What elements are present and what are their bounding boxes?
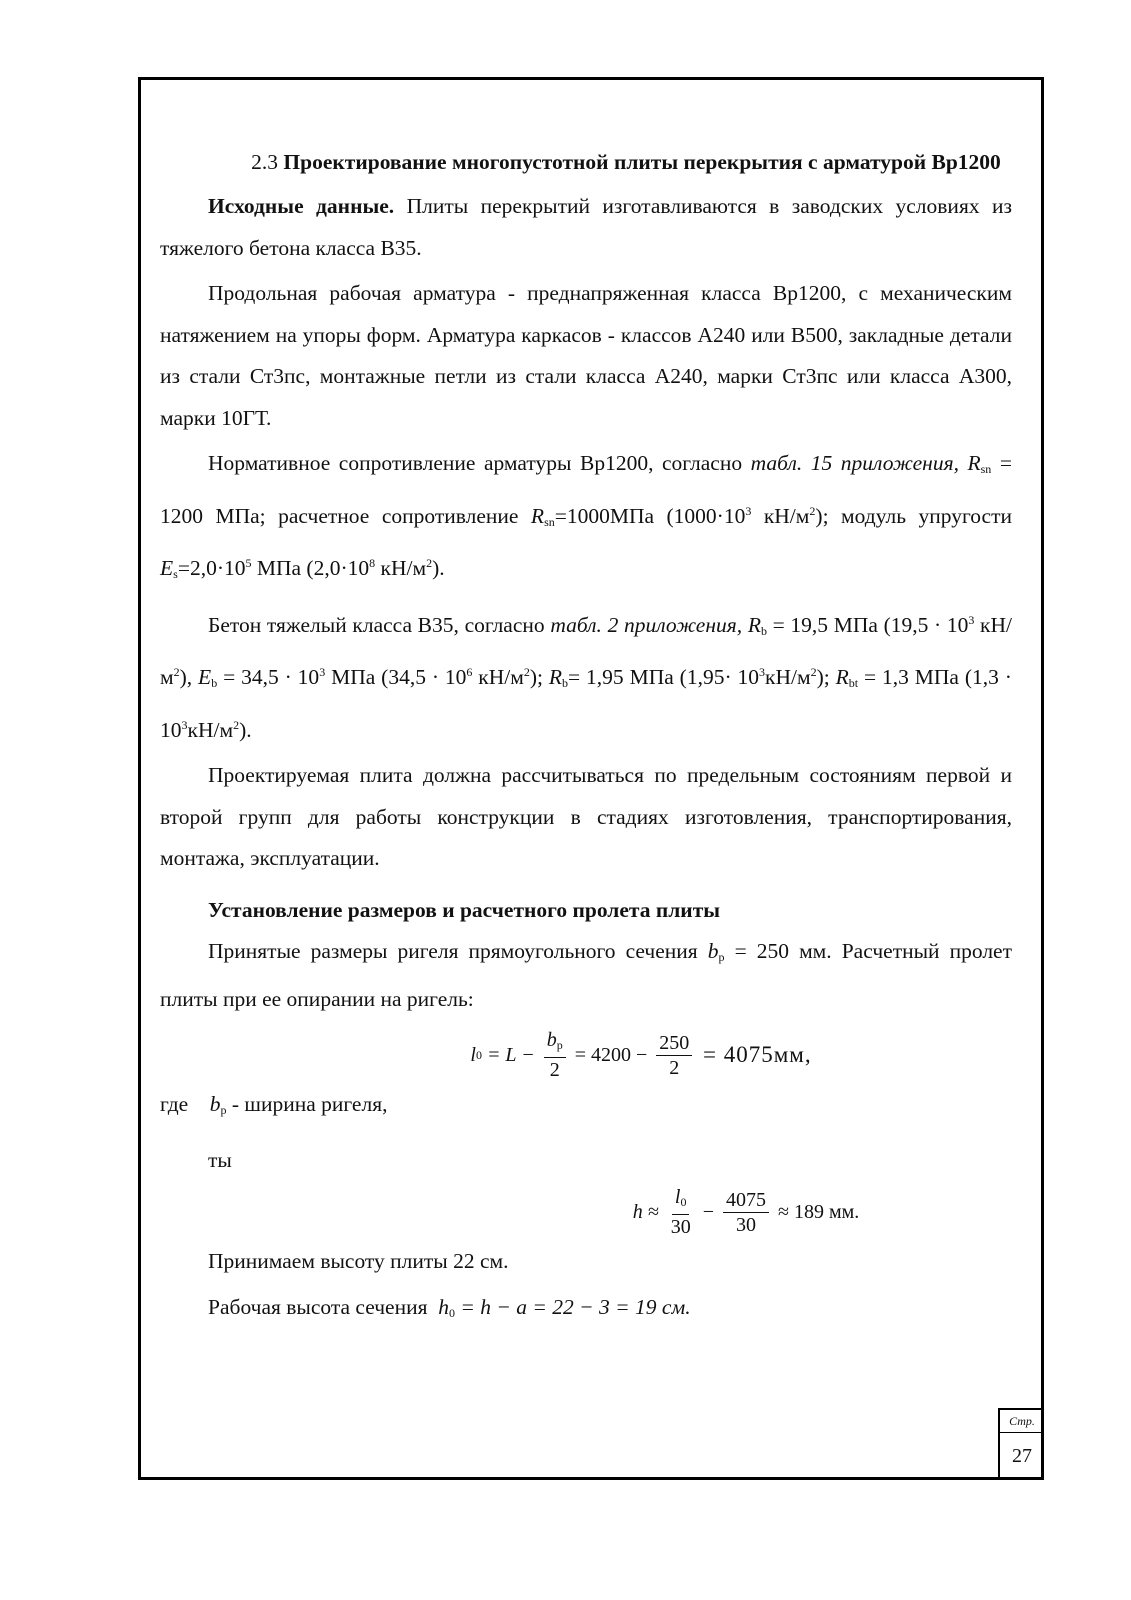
text: МПа (2,0·10 — [251, 556, 370, 580]
symbol: R — [548, 665, 563, 689]
superscript: 5 — [245, 556, 252, 570]
subscript: p — [718, 950, 725, 964]
symbol: b — [209, 1092, 221, 1116]
initial-data-lead: Исходные данные. — [208, 194, 395, 218]
text: где — [160, 1092, 210, 1116]
text: ); — [529, 665, 549, 689]
table-reference: табл. 15 приложения, — [750, 451, 959, 475]
paragraph-slab-height: Принимаем высоту плиты 22 см. — [208, 1249, 509, 1273]
text: Бетон тяжелый класса В35, согласно — [208, 612, 551, 637]
text: = 1200 МПа; расчетное сопротивление — [160, 451, 1012, 528]
subscript: 0 — [449, 1305, 456, 1320]
text: = 19,5 МПа (19,5 · 10 — [766, 612, 969, 637]
numerator: 250 — [656, 1031, 692, 1056]
symbol: l — [674, 1186, 681, 1208]
symbol: b — [707, 939, 719, 963]
text: = 1,3 МПа (1,3 · 10 — [160, 665, 1012, 742]
superscript: 2 — [426, 556, 433, 570]
text: Нормативное сопротивление арматуры Вр1200, согласно — [208, 451, 751, 475]
paragraph-effective-depth — [160, 1287, 1012, 1335]
paragraph-initial-data — [160, 186, 1012, 269]
text: кН/м — [765, 665, 811, 689]
superscript: 2 — [810, 665, 817, 679]
superscript: 3 — [745, 503, 752, 518]
subscript: b — [211, 676, 218, 690]
formula-text: = L − — [481, 1044, 540, 1066]
text: кН/м — [472, 665, 524, 689]
text: Принятые размеры ригеля прямоугольного сечения — [208, 939, 708, 963]
page-number-box — [998, 1408, 1044, 1480]
text: =2,0·10 — [177, 556, 246, 580]
subscript: p — [556, 1038, 563, 1052]
paragraph-beam-size — [160, 931, 1012, 1020]
text: кН/м — [160, 612, 1012, 689]
formula-result: ≈ 189 мм. — [772, 1201, 860, 1223]
text: = 250 мм. Расчетный пролет плиты при ее опирании на ригель: — [160, 939, 1013, 1011]
table-reference: табл. 2 приложения, — [550, 612, 743, 637]
paragraph-normative-resistance — [160, 443, 1012, 596]
paragraph-concrete — [160, 600, 1012, 752]
denominator: 30 — [670, 1216, 691, 1238]
numerator: 4075 — [723, 1188, 769, 1213]
subscript: 0 — [680, 1195, 687, 1209]
superscript: 8 — [369, 556, 376, 570]
denominator: 30 — [735, 1213, 756, 1236]
superscript: 3 — [181, 717, 188, 732]
numerator — [672, 1185, 690, 1215]
text: = 34,5 · 10 — [217, 665, 320, 689]
formula-text: h ≈ — [632, 1201, 664, 1223]
section-title: Проектирование многопустотной плиты перекрытия с арматурой Вр1200 — [283, 150, 1001, 174]
symbol: E — [198, 665, 212, 689]
text: Рабочая высота сечения — [208, 1294, 439, 1319]
formula-result: = 4075мм, — [696, 1042, 812, 1067]
initial-data-text: Плиты перекрытий изготавливаются в заводских условиях из тяжелого бетона класса В35. — [160, 194, 1012, 260]
text: =1000МПа (1000·10 — [554, 503, 746, 528]
symbol: E — [160, 556, 174, 580]
fraction — [668, 1185, 694, 1239]
subscript: bt — [848, 676, 859, 690]
section-heading — [240, 140, 1012, 184]
symbol: l — [470, 1044, 476, 1066]
paragraph-limit-states: Проектируемая плита должна рассчитываться по предельным состояниям первой и второй групп для работы конструкции в стадиях изготовления, транспортирования, монтажа, эксплуатации. — [160, 763, 1012, 870]
numerator — [544, 1028, 566, 1058]
section-number: 2.3 — [251, 150, 279, 174]
fraction — [544, 1028, 566, 1082]
text: кН/м — [187, 717, 234, 742]
superscript: 2 — [233, 717, 240, 732]
superscript: 2 — [173, 665, 180, 679]
symbol: R — [530, 503, 545, 528]
subscript: b — [562, 676, 569, 690]
superscript: 3 — [319, 665, 326, 679]
subscript: b — [760, 623, 767, 638]
subheading-span-dimensions: Установление размеров и расчетного пролета плиты — [208, 897, 721, 922]
paragraph-ty: ты — [208, 1147, 232, 1172]
text — [959, 451, 968, 475]
fraction — [723, 1188, 769, 1237]
superscript: 2 — [523, 665, 530, 679]
page-number: 27 — [1012, 1445, 1032, 1467]
symbol: b — [546, 1029, 557, 1051]
text: МПа (34,5 · 10 — [325, 665, 467, 689]
formula-design-span — [270, 1028, 1012, 1082]
text: = h − a = 22 − 3 = 19 см. — [455, 1294, 691, 1319]
document-body — [160, 140, 1012, 1338]
superscript: 6 — [466, 665, 473, 679]
fraction — [656, 1031, 692, 1080]
formula-text: − — [697, 1201, 719, 1223]
symbol: R — [835, 665, 849, 689]
superscript: 2 — [809, 503, 816, 518]
paragraph-reinforcement: Продольная рабочая арматура - преднапряженная класса Вр1200, с механическим натяжением на упоры форм. Арматура каркасов - классов А240 или В500, закладные детали из стали Ст3пс, монтажные петли из стали класса А240, марки Ст3пс или класса А300, марки 10ГТ. — [160, 281, 1012, 430]
text: ); — [816, 665, 836, 689]
denominator: 2 — [549, 1059, 560, 1081]
text: ), — [179, 665, 199, 689]
symbol: R — [747, 612, 761, 637]
superscript: 3 — [759, 665, 765, 679]
paragraph-where — [160, 1084, 1012, 1132]
subscript: s — [173, 567, 178, 581]
subscript: sn — [980, 462, 992, 476]
text: ). — [239, 717, 252, 742]
subscript: p — [220, 1103, 227, 1117]
text: кН/м — [751, 503, 810, 528]
denominator: 2 — [669, 1056, 680, 1079]
symbol: h — [438, 1294, 450, 1319]
text: = 1,95 МПа (1,95· 10 — [568, 665, 759, 689]
text: кН/м — [375, 556, 427, 580]
text: - ширина ригеля, — [226, 1092, 388, 1116]
text: ). — [432, 556, 445, 580]
formula-slab-height — [480, 1185, 1012, 1239]
superscript: 3 — [968, 612, 975, 627]
symbol: R — [967, 451, 981, 475]
subscript: sn — [544, 514, 555, 529]
text: ); модуль упругости — [815, 503, 1012, 528]
page-label: Стр. — [1000, 1410, 1044, 1433]
subscript: 0 — [475, 1048, 482, 1062]
formula-text: = 4200 − — [569, 1044, 653, 1066]
